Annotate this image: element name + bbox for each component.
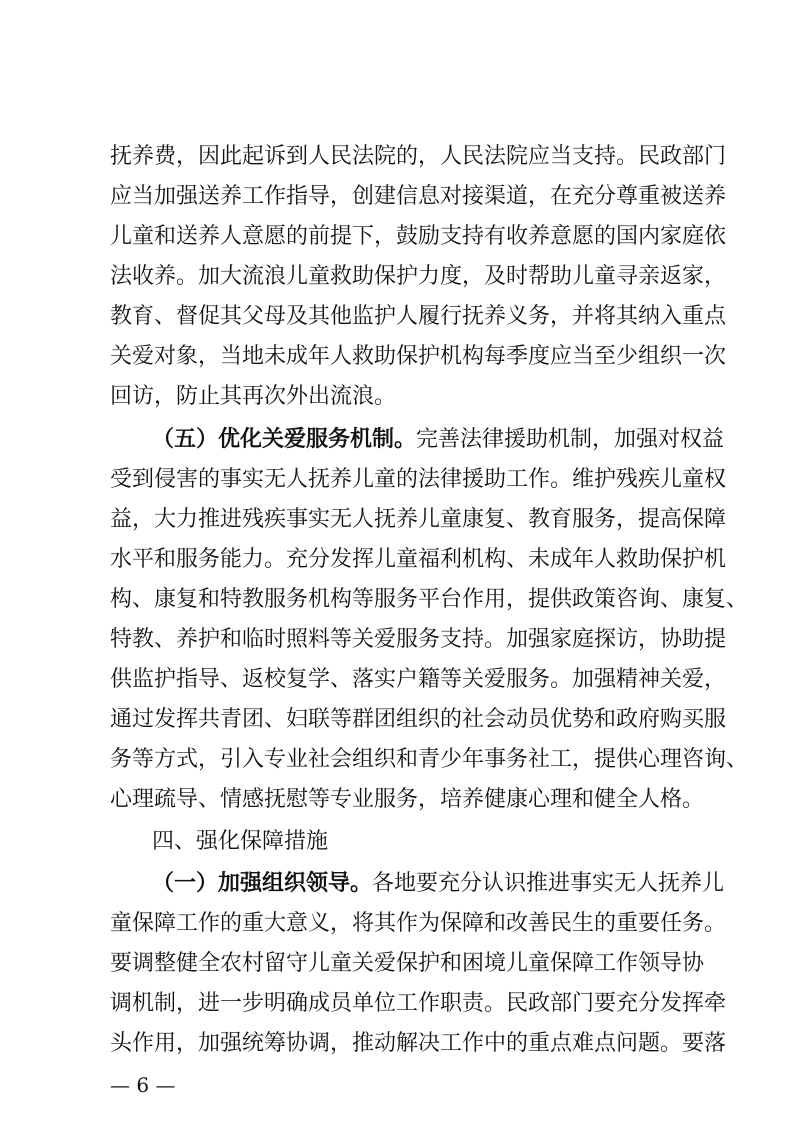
body-text-line: 法收养。加大流浪儿童救助保护力度，及时帮助儿童寻亲返家，	[110, 264, 727, 289]
section-heading: 四、强化保障措施	[152, 829, 329, 854]
body-text-line: 通过发挥共青团、妇联等群团组织的社会动员优势和政府购买服	[110, 707, 727, 732]
subsection-heading: （一）加强组织领导。	[152, 871, 373, 896]
body-text: 各地要充分认识推进事实无人抚养儿	[372, 871, 725, 896]
body-text-line: 头作用，加强统筹协调，推动解决工作中的重点难点问题。要落	[110, 1031, 727, 1056]
body-text-line: 供监护指导、返校复学、落实户籍等关爱服务。加强精神关爱，	[110, 667, 727, 692]
body-text-line: 特教、养护和临时照料等关爱服务支持。加强家庭探访，协助提	[110, 627, 727, 652]
body-text-line: 教育、督促其父母及其他监护人履行抚养义务，并将其纳入重点	[110, 304, 727, 329]
paragraph-first-line	[152, 420, 725, 460]
body-text-line: 应当加强送养工作指导，创建信息对接渠道，在充分尊重被送养	[110, 184, 727, 209]
body-text-line: 调机制，进一步明确成员单位工作职责。民政部门要充分发挥牵	[110, 991, 727, 1016]
body-text-line: 务等方式，引入专业社会组织和青少年事务社工，提供心理咨询、	[110, 747, 749, 772]
paragraph-first-line	[152, 864, 725, 904]
body-text-line: 回访，防止其再次外出流浪。	[110, 384, 397, 409]
body-text: 完善法律援助机制，加强对权益	[416, 427, 725, 452]
page-number: — 6 —	[110, 1073, 176, 1097]
body-text-line: 童保障工作的重大意义，将其作为保障和改善民生的重要任务。	[110, 911, 727, 936]
body-text-line: 心理疏导、情感抚慰等专业服务，培养健康心理和健全人格。	[110, 787, 705, 812]
body-text-line: 水平和服务能力。充分发挥儿童福利机构、未成年人救助保护机	[110, 547, 727, 572]
body-text-line: 抚养费，因此起诉到人民法院的，人民法院应当支持。民政部门	[110, 144, 727, 169]
body-text-line: 关爱对象，当地未成年人救助保护机构每季度应当至少组织一次	[110, 344, 727, 369]
body-text-line: 儿童和送养人意愿的前提下，鼓励支持有收养意愿的国内家庭依	[110, 224, 727, 249]
body-text-line: 要调整健全农村留守儿童关爱保护和困境儿童保障工作领导协	[110, 951, 705, 976]
body-text-line: 益，大力推进残疾事实无人抚养儿童康复、教育服务，提高保障	[110, 507, 727, 532]
subsection-heading: （五）优化关爱服务机制。	[152, 427, 417, 452]
body-text-line: 受到侵害的事实无人抚养儿童的法律援助工作。维护残疾儿童权	[110, 467, 727, 492]
body-text-line: 构、康复和特教服务机构等服务平台作用，提供政策咨询、康复、	[110, 587, 749, 612]
